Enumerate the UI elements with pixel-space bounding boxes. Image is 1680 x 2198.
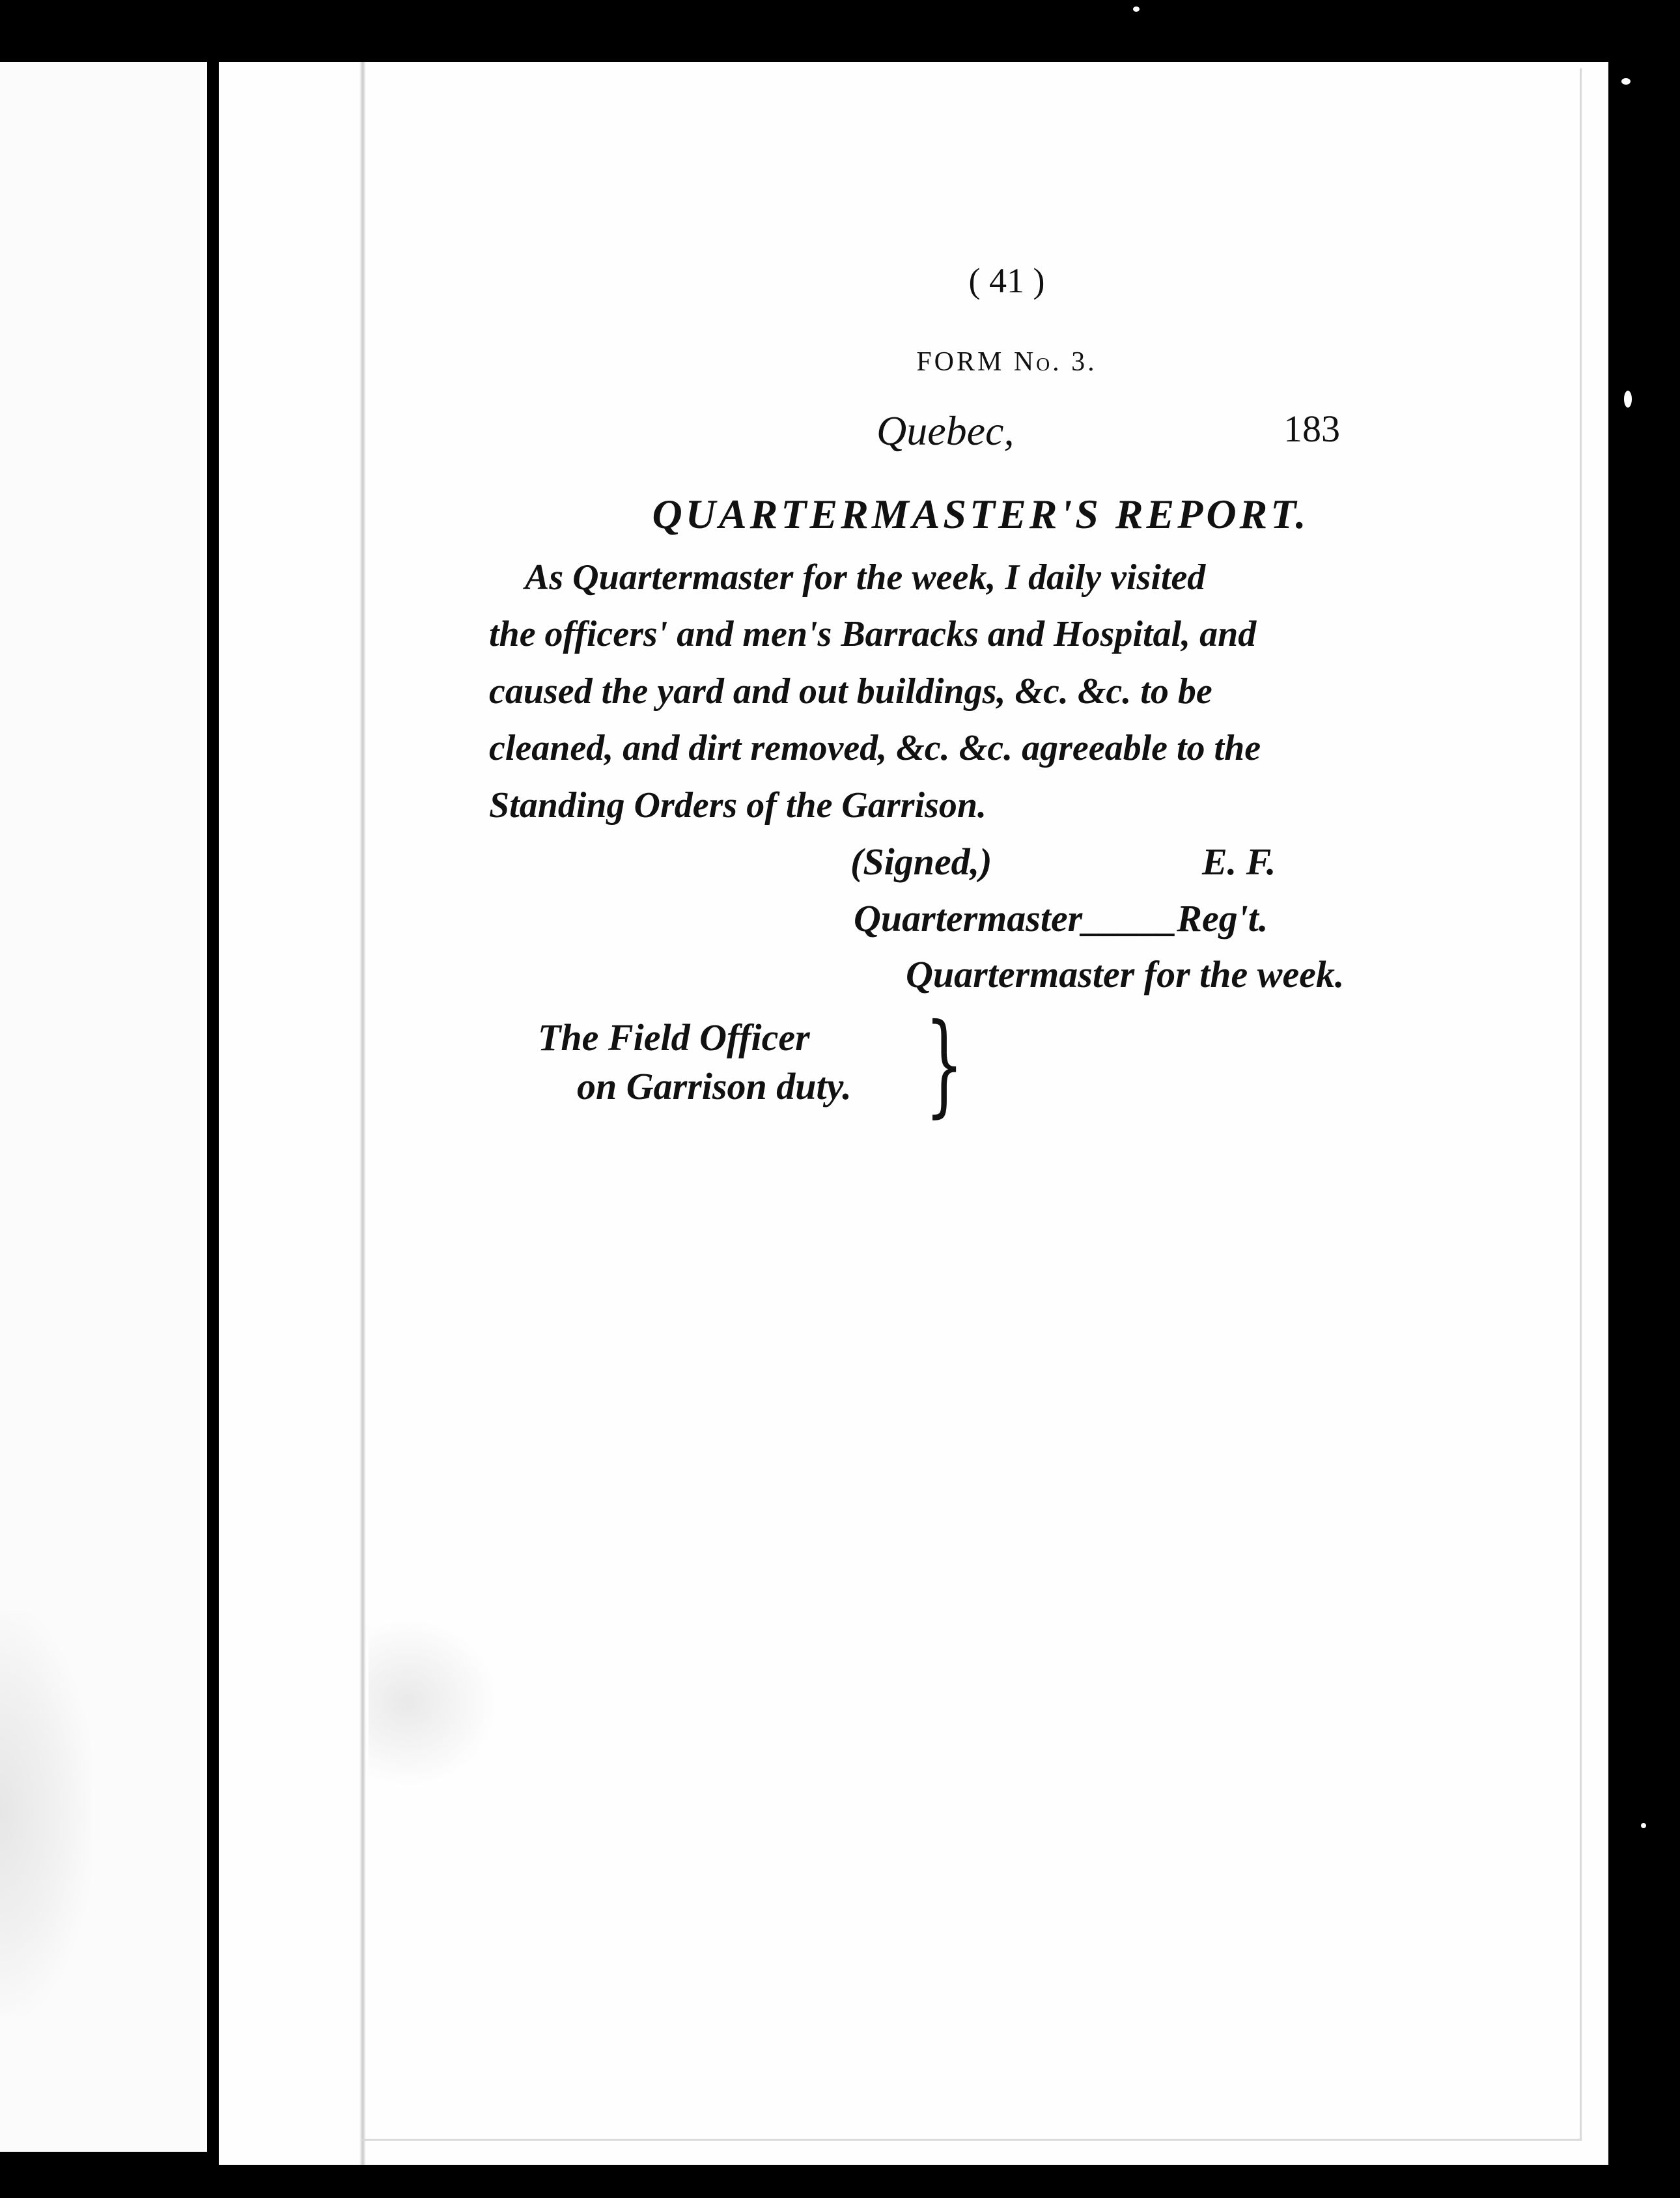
quartermaster-regiment: Quartermaster_____Reg't. xyxy=(854,897,1268,939)
signer-initials: E. F. xyxy=(1202,841,1276,883)
body-line: Standing Orders of the Garrison. xyxy=(489,785,987,826)
scan-speck xyxy=(1641,1823,1646,1828)
page-number: ( 41 ) xyxy=(968,261,1045,300)
book-gutter xyxy=(207,55,219,2158)
scan-speck xyxy=(1624,391,1632,408)
page-content xyxy=(219,62,1608,2165)
year-line: 183 xyxy=(1283,408,1340,450)
quartermaster-week: Quartermaster for the week. xyxy=(906,953,1345,995)
left-page-edge xyxy=(0,62,207,2152)
body-line: As Quartermaster for the week, I daily visited xyxy=(525,557,1206,598)
closing-brace: } xyxy=(925,1000,964,1129)
scan-speck xyxy=(1133,7,1140,12)
report-title: QUARTERMASTER'S REPORT. xyxy=(652,491,1309,537)
body-line: the officers' and men's Barracks and Hospital, and xyxy=(489,614,1257,654)
document-page xyxy=(219,62,1608,2165)
form-number: FORM No. 3. xyxy=(916,347,1097,377)
scan-speck xyxy=(1621,78,1631,85)
place-line: Quebec, xyxy=(876,408,1015,454)
left-page-stain xyxy=(0,1611,91,2015)
addressee-line-1: The Field Officer xyxy=(538,1016,810,1059)
addressee-line-2: on Garrison duty. xyxy=(577,1065,852,1107)
body-line: caused the yard and out buildings, &c. &c. to be xyxy=(489,671,1212,712)
signed-label: (Signed,) xyxy=(850,841,992,883)
body-line: cleaned, and dirt removed, &c. &c. agreeable to the xyxy=(489,728,1261,768)
